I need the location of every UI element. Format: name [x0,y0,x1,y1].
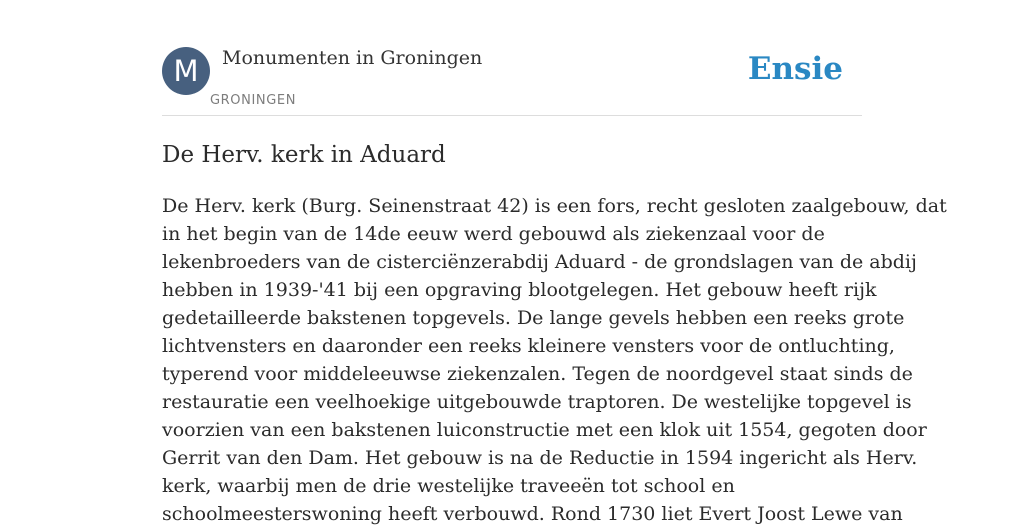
body-line: typerend voor middeleeuwse ziekenzalen. Tegen de noordgevel staat sinds de [162,363,913,385]
body-line: in het begin van de 14de eeuw werd gebouwd als ziekenzaal voor de [162,223,825,245]
body-line: restauratie een veelhoekige uitgebouwde traptoren. De westelijke topgevel is [162,391,912,413]
region-label[interactable]: GRONINGEN [210,93,297,108]
body-line: lekenbroeders van de cisterciënzerabdij Aduard - de grondslagen van de abdij [162,251,917,273]
body-line: De Herv. kerk (Burg. Seinenstraat 42) is een fors, recht gesloten zaalgebouw, dat [162,195,947,217]
divider [162,115,862,116]
body-line: gedetailleerde bakstenen topgevels. De lange gevels hebben een reeks grote [162,307,905,329]
brand-logo[interactable]: Ensie [747,51,843,87]
body-line: voorzien van een bakstenen luiconstructie met een klok uit 1554, gegoten door [162,419,927,441]
body-line: lichtvensters en daaronder een reeks kleinere vensters voor de ontluchting, [162,335,895,357]
body-line: schoolmeesterswoning heeft verbouwd. Rond 1730 liet Evert Joost Lewe van [162,503,903,525]
avatar[interactable]: M [162,47,210,95]
body-line: kerk, waarbij men de drie westelijke traveeën tot school en [162,475,735,497]
body-line: hebben in 1939-'41 bij een opgraving blootgelegen. Het gebouw heeft rijk [162,279,877,301]
entry-body [162,192,947,528]
entry-title: De Herv. kerk in Aduard [162,142,446,168]
collection-title[interactable]: Monumenten in Groningen [222,47,483,69]
body-line: Gerrit van den Dam. Het gebouw is na de Reductie in 1594 ingericht als Herv. [162,447,918,469]
